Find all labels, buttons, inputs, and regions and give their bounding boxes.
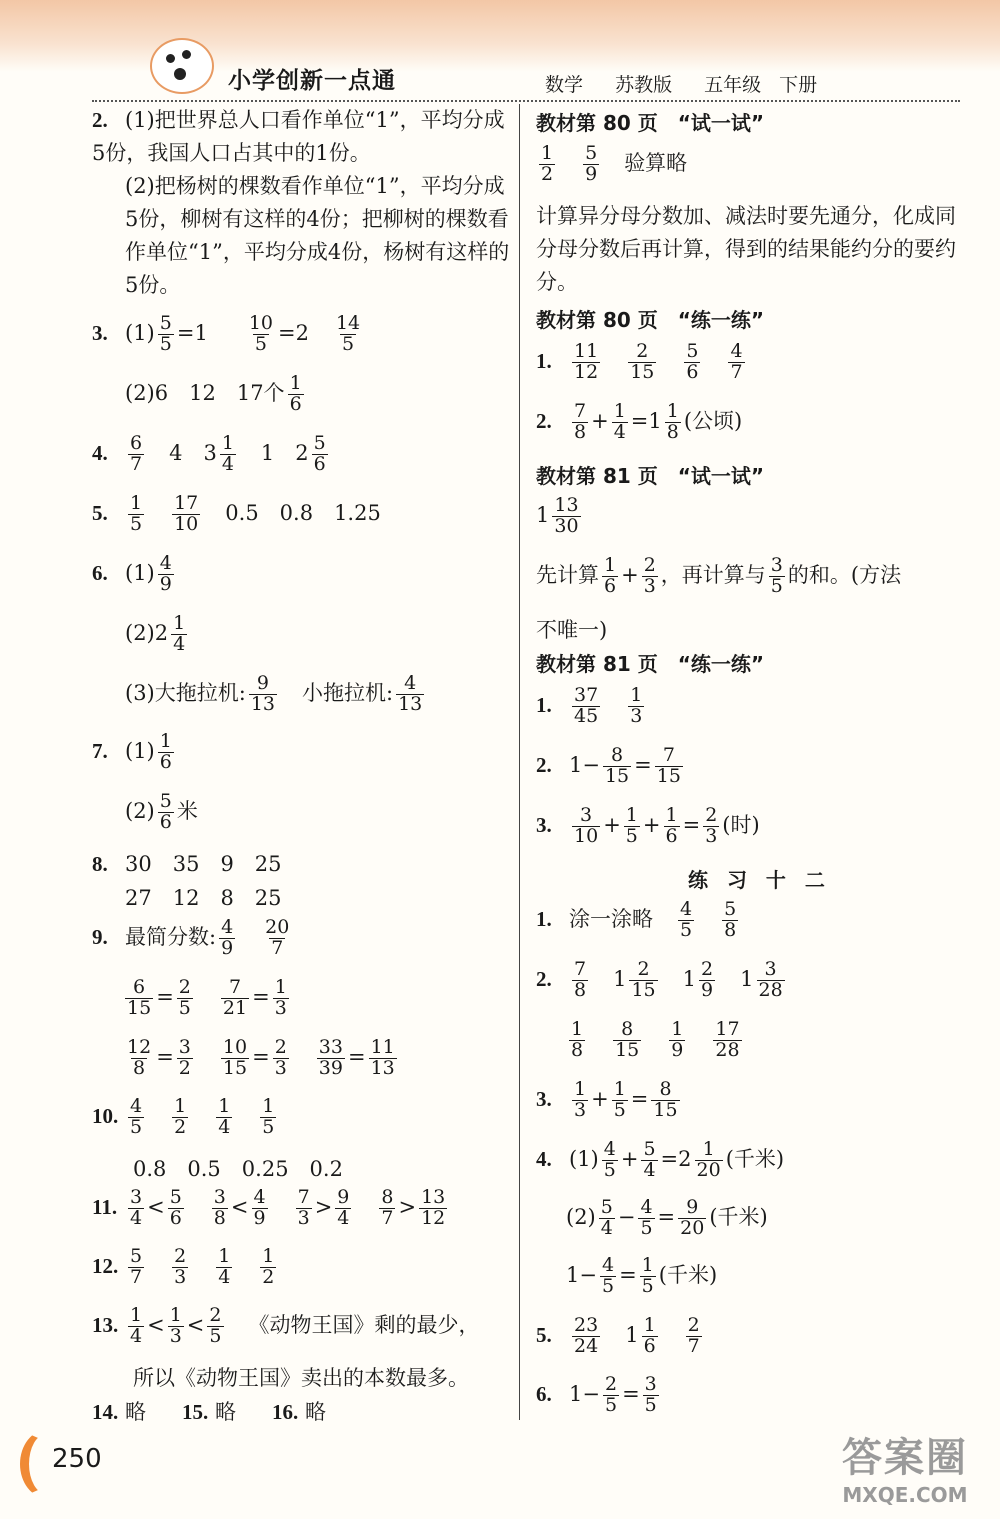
- try-81-explanation-end: 不唯一): [536, 618, 608, 642]
- answer-7-row2: (2) $\frac{5}{6}$ 米: [125, 790, 198, 833]
- try-80-explanation: 计算异分母分数加、减法时要先通分，化成同分母分数后再计算，得到的结果能约分的要约分。: [536, 204, 956, 294]
- volume: 下册: [779, 74, 818, 96]
- answer-8-row2: 27 12 8 25: [125, 886, 282, 910]
- answer-14-16: 14. 略 15. 略 16. 略: [92, 1400, 326, 1424]
- section-heading-80-practice: 教材第 80 页 “练一练”: [536, 308, 765, 332]
- page-number: 250: [52, 1444, 102, 1474]
- practice-80-1: 1. $\frac{11}{12}$ $\frac{2}{15}$ $\frac{5}{6}$ $\frac{4}{7}$: [536, 340, 743, 383]
- answer-6-row3: (3)大拖拉机: $\frac{9}{13}$ 小拖拉机: $\frac{4}{13}$: [125, 672, 423, 715]
- try-80-answer: $\frac{1}{2}$ $\frac{5}{9}$ 验算略: [541, 142, 688, 185]
- answer-2-part1: (1)把世界总人口看作单位“1”，平均分成5份，我国人口占其中的1份。: [92, 108, 505, 165]
- answer-9-row2: $\frac{6}{15}$ = $\frac{2}{5}$ $\frac{7}{21}$ = $\frac{1}{3}$: [127, 976, 287, 1019]
- try-81-answer: 1 $\frac{13}{30}$: [536, 494, 579, 537]
- answer-11: 11. $\frac{3}{4}$ < $\frac{5}{6}$ $\frac{3}{8}$ < $\frac{4}{9}$ $\frac{7}{3}$ > $\frac{9}{4}$ $\frac{8}{7}$ > $\frac{13}{12}$: [92, 1186, 446, 1229]
- practice-81-3: 3. $\frac{3}{10}$ + $\frac{1}{5}$ + $\frac{1}{6}$ = $\frac{2}{3}$ (时): [536, 804, 760, 847]
- answer-2: 2. (1)把世界总人口看作单位“1”，平均分成5份，我国人口占其中的1份。 (2)把杨树的棵数看作单位“1”，平均分成5份，柳树有这样的4份；把柳树的棵数看作单位“1”，平均分成4份，杨树有这样的5份。: [92, 104, 512, 302]
- answer-4: 4. $\frac{6}{7}$ 4 3 $\frac{1}{4}$ 1 2 $\frac{5}{6}$: [92, 432, 326, 475]
- section-heading-81-try: 教材第 81 页 “试一试”: [536, 464, 765, 488]
- exercise-12-5: 5. $\frac{23}{24}$ 1 $\frac{1}{6}$ $\frac{2}{7}$: [536, 1314, 700, 1357]
- subject: 数学: [545, 74, 584, 96]
- grade: 五年级: [704, 74, 762, 96]
- column-divider: [519, 104, 520, 1420]
- answer-10-row1: 10. $\frac{4}{5}$ $\frac{1}{2}$ $\frac{1}{4}$ $\frac{1}{5}$: [92, 1095, 275, 1138]
- watermark: [820, 1426, 990, 1507]
- answer-13-row2: 所以《动物王国》卖出的本数最多。: [133, 1366, 469, 1390]
- answer-5: 5. $\frac{1}{5}$ $\frac{17}{10}$ 0.5 0.8 1.25: [92, 492, 381, 535]
- practice-81-1: 1. $\frac{37}{45}$ $\frac{1}{3}$: [536, 684, 643, 727]
- exercise-12-heading: 练 习 十 二: [688, 868, 831, 892]
- answer-8-row1: 8. 30 35 9 25: [92, 852, 282, 876]
- answer-3-row1: 3. (1) $\frac{5}{5}$ =1 $\frac{10}{5}$ =2 $\frac{14}{5}$: [92, 312, 361, 355]
- publisher: 苏教版: [615, 74, 673, 96]
- answer-13-row1: 13. $\frac{1}{4}$ < $\frac{1}{3}$ < $\frac{2}{5}$ 《动物王国》剩的最少，: [92, 1304, 480, 1347]
- exercise-12-6: 6. 1− $\frac{2}{5}$ = $\frac{3}{5}$: [536, 1373, 657, 1416]
- exercise-12-1: 1. 涂一涂略 $\frac{4}{5}$ $\frac{5}{8}$: [536, 898, 737, 941]
- answer-7-row1: 7. (1) $\frac{1}{6}$: [92, 730, 172, 773]
- header-meta: [545, 70, 835, 97]
- answer-6-row2: (2)2 $\frac{1}{4}$: [125, 612, 186, 655]
- section-heading-81-practice: 教材第 81 页 “练一练”: [536, 652, 765, 676]
- exercise-12-2-row2: $\frac{1}{8}$ $\frac{8}{15}$ $\frac{1}{9}$ $\frac{17}{28}$: [571, 1018, 740, 1061]
- watermark-logo: 答案圈: [842, 1435, 968, 1481]
- logo-icon: [150, 38, 214, 94]
- practice-80-2: 2. $\frac{7}{8}$ + $\frac{1}{4}$ =1 $\frac{1}{8}$ (公顷): [536, 400, 743, 443]
- exercise-12-2-row1: 2. $\frac{7}{8}$ 1 $\frac{2}{15}$ 1 $\frac{2}{9}$ 1 $\frac{3}{28}$: [536, 958, 783, 1001]
- section-heading-80-try: 教材第 80 页 “试一试”: [536, 111, 765, 135]
- practice-81-2: 2. 1− $\frac{8}{15}$ = $\frac{7}{15}$: [536, 744, 681, 787]
- answer-3-row2: (2)6 12 17个 $\frac{1}{6}$: [125, 372, 302, 415]
- exercise-12-4-row2: (2) $\frac{5}{4}$ − $\frac{4}{5}$ = $\frac{9}{20}$ (千米): [566, 1196, 768, 1239]
- exercise-12-4-row1: 4. (1) $\frac{4}{5}$ + $\frac{5}{4}$ =2 $\frac{1}{20}$ (千米): [536, 1138, 785, 1181]
- answer-9-row1: 9. 最简分数: $\frac{4}{9}$ $\frac{20}{7}$: [92, 916, 290, 959]
- exercise-12-3: 3. $\frac{1}{3}$ + $\frac{1}{5}$ = $\frac{8}{15}$: [536, 1078, 678, 1121]
- answer-6-row1: 6. (1) $\frac{4}{9}$: [92, 552, 172, 595]
- book-title: 小学创新一点通: [228, 68, 396, 94]
- try-81-explanation: 先计算 $\frac{1}{6}$ + $\frac{2}{3}$ ，再计算与 $\frac{3}{5}$ 的和。(方法: [536, 554, 902, 597]
- header-rule: [92, 100, 960, 102]
- watermark-url: MXQE.COM: [842, 1483, 968, 1507]
- answer-10-row2: 0.8 0.5 0.25 0.2: [133, 1157, 343, 1181]
- answer-12: 12. $\frac{5}{7}$ $\frac{2}{3}$ $\frac{1}{4}$ $\frac{1}{2}$: [92, 1245, 275, 1288]
- answer-2-part2: (2)把杨树的棵数看作单位“1”，平均分成5份，柳树有这样的4份；把柳树的棵数看作单位“1”，平均分成4份，杨树有这样的5份。: [125, 174, 510, 297]
- exercise-12-4-row3: 1− $\frac{4}{5}$ = $\frac{1}{5}$ (千米): [566, 1254, 718, 1297]
- answer-9-row3: $\frac{12}{8}$ = $\frac{3}{2}$ $\frac{10}{15}$ = $\frac{2}{3}$ $\frac{33}{39}$ = $\frac{11}{13}$: [127, 1036, 395, 1079]
